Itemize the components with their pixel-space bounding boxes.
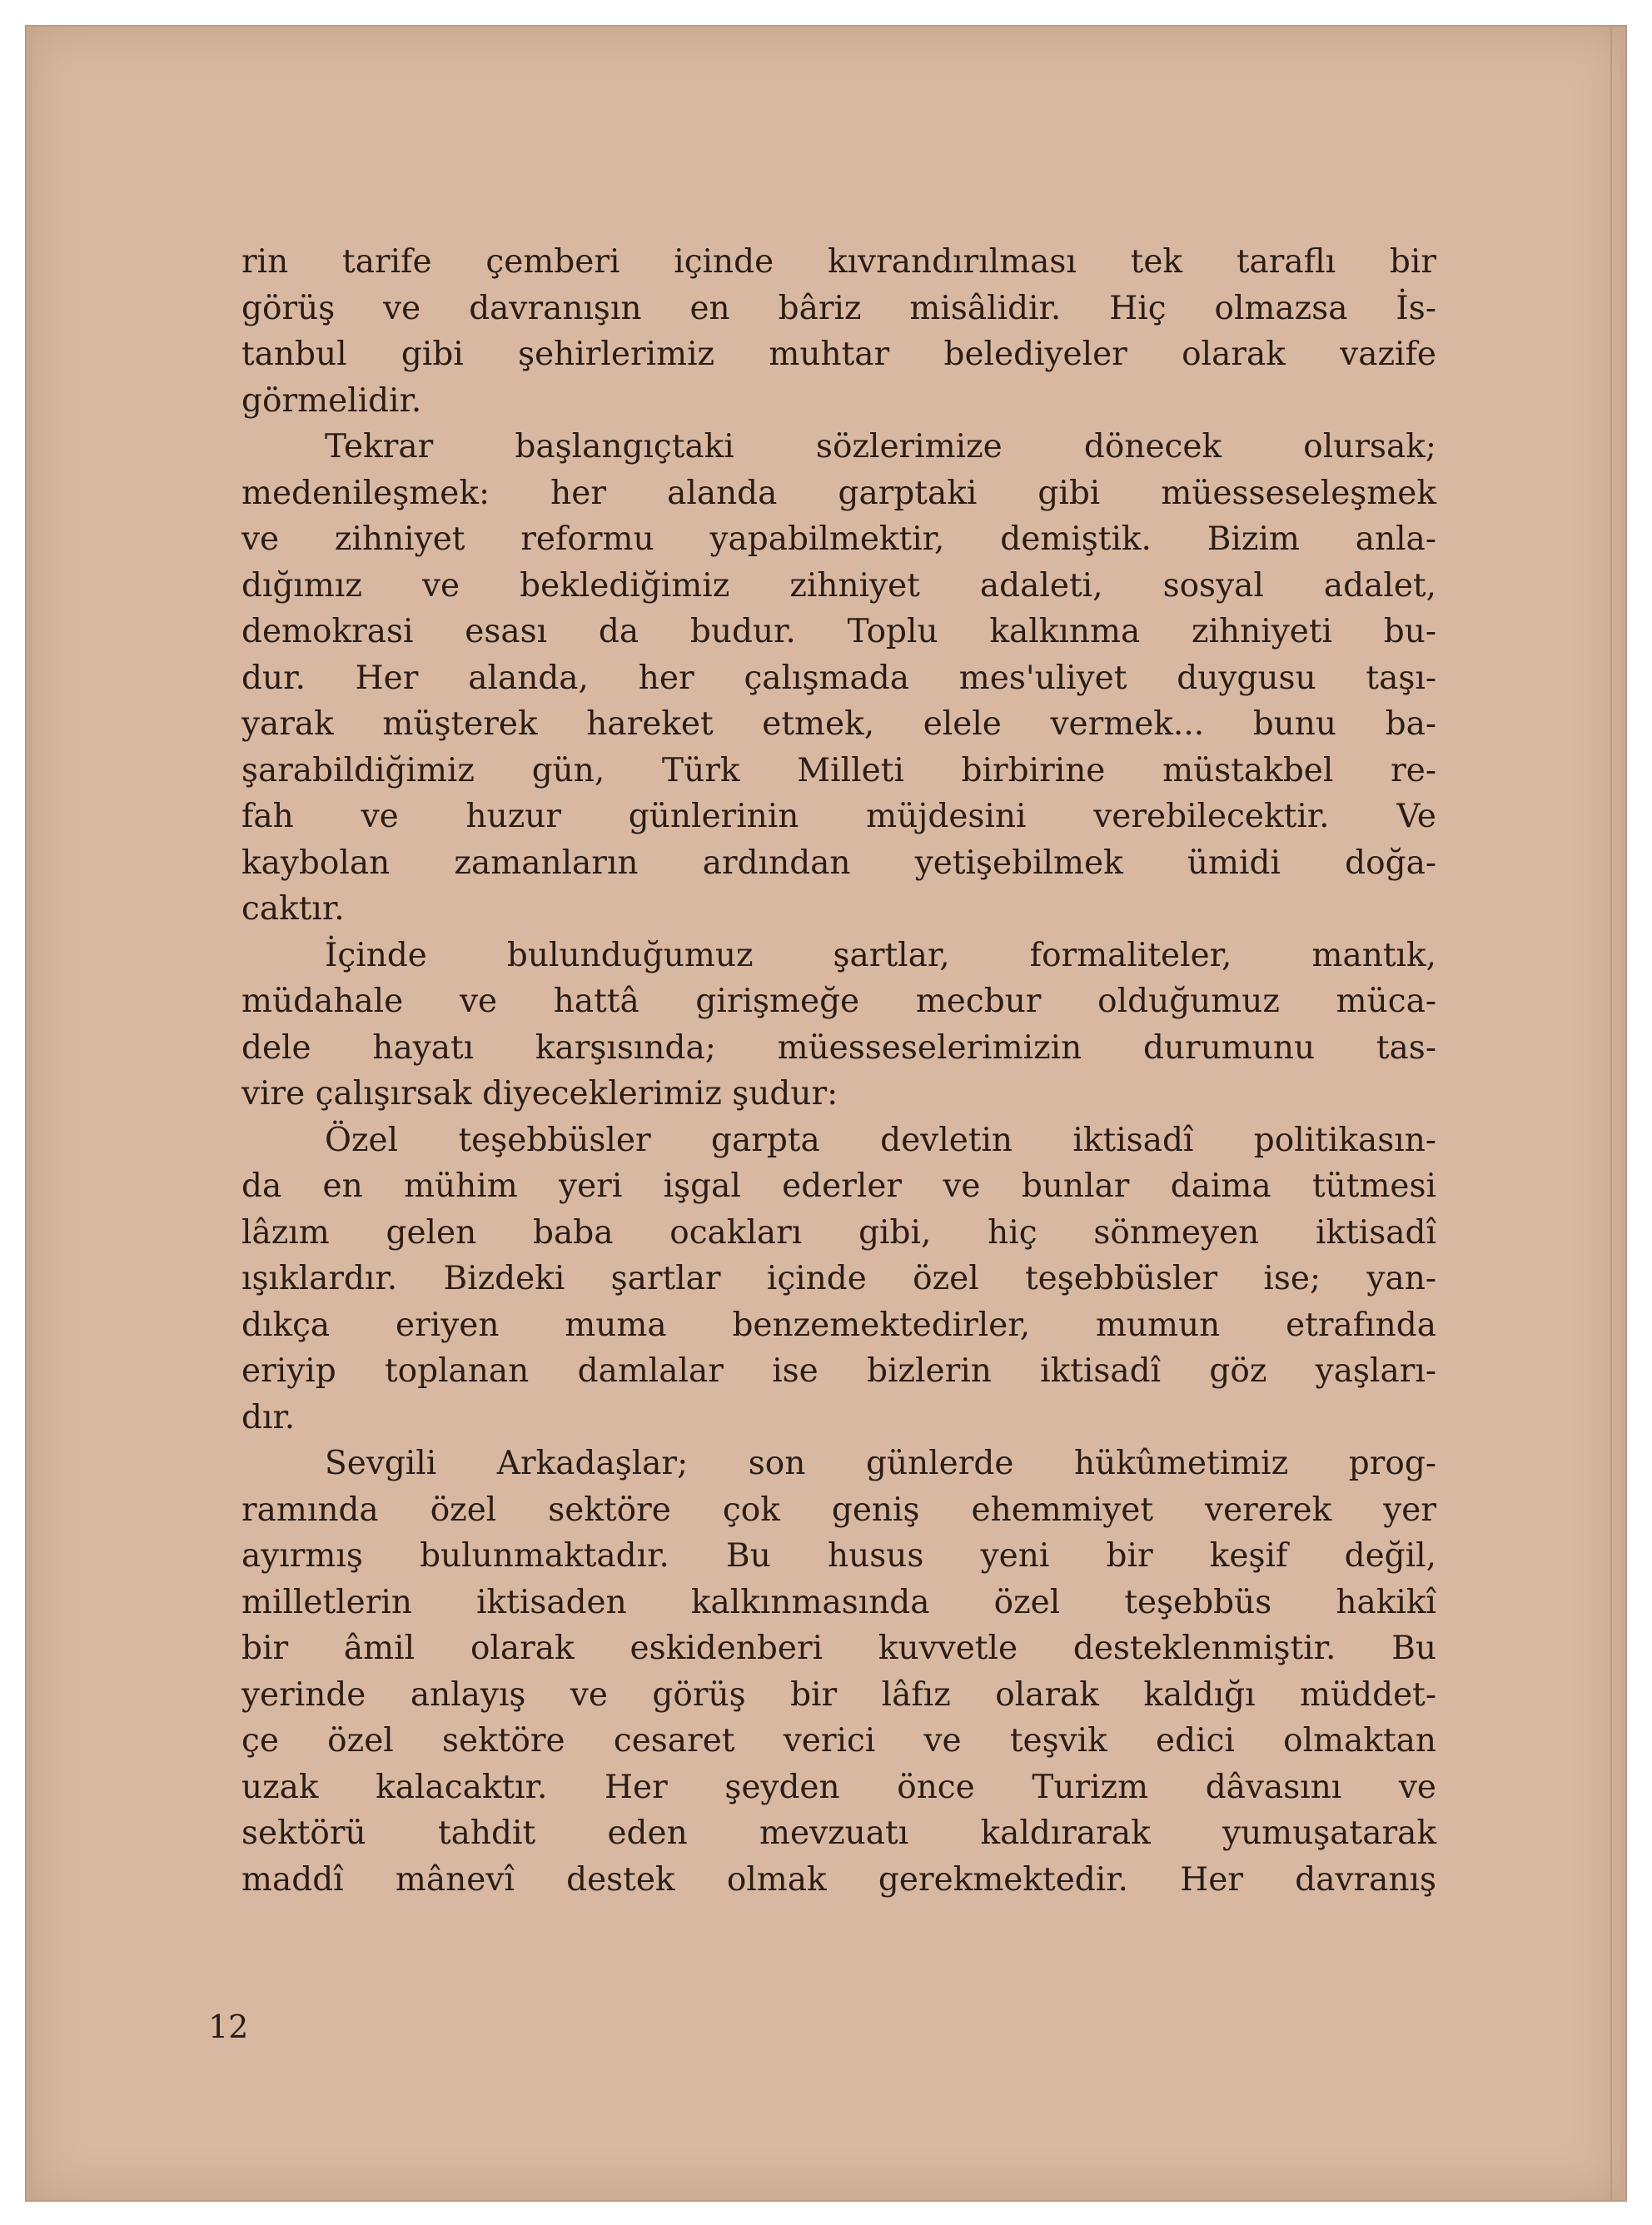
text-line: sektörü tahdit eden mevzuatı kaldırarak yumuşatarak — [241, 1814, 1436, 1852]
text-line: ayırmış bulunmaktadır. Bu husus yeni bir keşif değil, — [241, 1537, 1436, 1575]
text-line: fah ve huzur günlerinin müjdesini verebilecektir. Ve — [241, 798, 1436, 835]
text-line: kaybolan zamanların ardından yetişebilmek ümidi doğa- — [241, 844, 1436, 882]
text-line: uzak kalacaktır. Her şeyden önce Turizm dâvasını ve — [241, 1768, 1436, 1806]
text-line: dır. — [241, 1398, 296, 1436]
text-line: tanbul gibi şehirlerimiz muhtar belediyeler olarak vazife — [241, 336, 1436, 373]
text-line: yerinde anlayış ve görüş bir lâfız olarak kaldığı müddet- — [241, 1675, 1436, 1714]
text-line: ışıklardır. Bizdeki şartlar içinde özel teşebbüsler ise; yan- — [241, 1260, 1436, 1297]
text-line: vire çalışırsak diyeceklerimiz şudur: — [241, 1075, 838, 1112]
page-number: 12 — [208, 2008, 249, 2045]
page-edge-shadow — [1610, 27, 1612, 2200]
document-page — [25, 25, 1627, 2202]
text-line: ve zihniyet reformu yapabilmektir, demiştik. Bizim anla- — [241, 520, 1436, 558]
page-edge-right — [1620, 27, 1625, 2200]
text-line: dığımız ve beklediğimiz zihniyet adaleti, sosyal adalet, — [241, 566, 1436, 605]
text-line: da en mühim yeri işgal ederler ve bunlar daima tütmesi — [241, 1167, 1436, 1205]
text-line: maddî mânevî destek olmak gerekmektedir. Her davranış — [241, 1860, 1436, 1899]
text-line: caktır. — [241, 890, 345, 928]
text-line: medenileşmek: her alanda garptaki gibi müesseseleşmek — [241, 474, 1436, 512]
page-edge-left — [27, 27, 32, 2200]
text-line: dıkça eriyen muma benzemektedirler, mumun etrafında — [241, 1306, 1436, 1344]
text-line: ramında özel sektöre çok geniş ehemmiyet vererek yer — [241, 1491, 1436, 1529]
text-line: Sevgili Arkadaşlar; son günlerde hükûmetimiz prog- — [325, 1445, 1436, 1482]
text-line: milletlerin iktisaden kalkınmasında özel teşebbüs hakikî — [241, 1583, 1436, 1621]
text-line: rin tarife çemberi içinde kıvrandırılması tek taraflı bir — [241, 243, 1436, 281]
text-line: bir âmil olarak eskidenberi kuvvetle desteklenmiştir. Bu — [241, 1630, 1436, 1667]
text-line: eriyip toplanan damlalar ise bizlerin iktisadî göz yaşları- — [241, 1352, 1436, 1390]
text-line: İçinde bulunduğumuz şartlar, formaliteler, mantık, — [325, 936, 1436, 974]
text-line: Özel teşebbüsler garpta devletin iktisadî politikasın- — [325, 1121, 1436, 1159]
text-line: müdahale ve hattâ girişmeğe mecbur olduğumuz müca- — [241, 983, 1436, 1020]
text-line: lâzım gelen baba ocakları gibi, hiç sönmeyen iktisadî — [241, 1213, 1436, 1252]
text-line: demokrasi esası da budur. Toplu kalkınma zihniyeti bu- — [241, 613, 1436, 650]
text-line: dur. Her alanda, her çalışmada mes'uliyet duygusu taşı- — [241, 659, 1436, 697]
text-line: Tekrar başlangıçtaki sözlerimize dönecek olursak; — [325, 428, 1436, 465]
text-line: dele hayatı karşısında; müesseselerimizin durumunu tas- — [241, 1028, 1436, 1067]
text-line: görmelidir. — [241, 381, 422, 420]
text-line: çe özel sektöre cesaret verici ve teşvik edici olmaktan — [241, 1722, 1436, 1760]
body-text — [241, 239, 1436, 1903]
text-line: şarabildiğimiz gün, Türk Milleti birbirine müstakbel re- — [241, 751, 1436, 789]
text-line: yarak müşterek hareket etmek, elele vermek... bunu ba- — [241, 705, 1436, 743]
text-line: görüş ve davranışın en bâriz misâlidir. Hiç olmazsa İs- — [241, 289, 1436, 327]
